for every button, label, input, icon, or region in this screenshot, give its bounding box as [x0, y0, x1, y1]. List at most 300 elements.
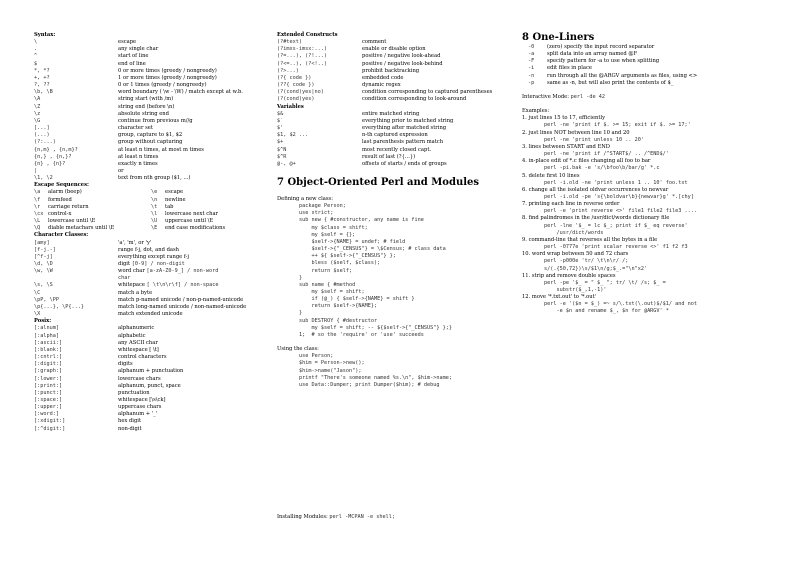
example-title: 1. just lines 15 to 17, efficiently [522, 115, 606, 122]
charclass-key: \s, \S [34, 282, 53, 289]
syntax-desc: at least n times [118, 153, 159, 160]
define-code-line: my $class = shift; [299, 224, 368, 231]
charclass-key: \d, \D [34, 261, 53, 267]
posix-key: [:lower:] [34, 375, 63, 382]
syntax-desc: escape [118, 39, 137, 46]
posix-desc: digits [118, 361, 133, 368]
extended-desc: condition corresponding to captured parentheses [362, 89, 493, 96]
example-code: perl -ne 'print if /^START$/ .. /^END$/' [544, 151, 669, 158]
variable-desc: most recently closed capt. [362, 146, 432, 153]
using-class-label: Using the class: [277, 346, 319, 353]
syntax-desc: word boundary ( \w - \W) / match except at w.b. [118, 89, 243, 96]
charclass-desc: range f-j, dot, and dash [118, 246, 179, 253]
posix-key: [:ascii:] [34, 339, 63, 346]
flag-key: -F [528, 58, 535, 65]
escape-key: \cx [34, 210, 44, 217]
extended-row [277, 61, 515, 68]
extended-key: (?>...) [277, 67, 299, 74]
examples-list [522, 115, 784, 315]
variable-key: $& [277, 110, 284, 117]
escape-key: \t [151, 203, 158, 210]
posix-desc: control characters [118, 354, 167, 361]
flag-desc: specify pattern for -a to use when splitting [547, 58, 660, 65]
example-code: substr($_,1,-1)' [544, 287, 607, 293]
escape-desc: lowercase until \E [48, 218, 96, 225]
charclass-desc [118, 261, 185, 268]
extended-desc: prohibit backtracking [362, 67, 420, 74]
define-code-line: $self->{"_CENSUS"} = \$Census; # class data [299, 246, 446, 253]
flag-desc: edit files in place [547, 65, 592, 72]
syntax-table [34, 39, 270, 182]
escape-row [34, 189, 270, 196]
extended-desc: enable or disable option [362, 46, 426, 53]
extended-key: (?=...), (?!...) [277, 53, 327, 60]
syntax-key: \A [34, 96, 41, 103]
define-code-line: if (@_) { $self->{NAME} = shift } [299, 296, 415, 303]
escape-desc: formfeed [48, 196, 72, 203]
using-code-line: use Person; [299, 353, 334, 360]
syntax-row [34, 118, 270, 125]
posix-row [34, 426, 270, 433]
example-code: perl -p000e 'tr/ \t\n\r/ /; [544, 258, 629, 265]
flag-row [522, 58, 784, 65]
posix-key: [:alnum] [34, 325, 59, 332]
define-code-line: ++ ${ $self->{"_CENSUS"} }; [299, 253, 396, 260]
escape-desc: uppercase until \E [165, 218, 214, 225]
variable-row [277, 139, 515, 146]
posix-desc: punctuation [118, 389, 150, 396]
syntax-desc: continue from previous m//g [118, 117, 193, 124]
syntax-desc: string end (before \n) [118, 103, 175, 110]
posix-desc: whitespace [ \t] [118, 346, 159, 353]
variable-row [277, 132, 515, 139]
variable-row [277, 118, 515, 125]
interactive-mode-label: Interactive Mode: [522, 93, 569, 100]
charclass-desc-text: word char [118, 268, 147, 275]
extended-row [277, 75, 515, 82]
syntax-row [34, 68, 270, 75]
escape-key: \n [151, 196, 158, 203]
posix-row [34, 361, 270, 368]
extended-key: (?imxs-imsx:...) [277, 46, 327, 53]
syntax-desc: at least n times, at most m times [118, 146, 204, 153]
posix-row [34, 390, 270, 397]
escape-key: \l [151, 210, 158, 217]
charclass-key: \p{...}, \P{...} [34, 303, 84, 310]
escape-desc: end case modifications [165, 225, 226, 232]
charclasses-table [34, 240, 270, 319]
escape-row [34, 225, 270, 232]
variable-key: $^R [277, 153, 287, 160]
example-title: 2. just lines NOT between line 10 and 20 [522, 129, 630, 136]
extended-key: (?<=..), (?<!..) [277, 60, 327, 67]
flag-desc: same as -n, but will also print the contents of $_ [547, 79, 674, 86]
syntax-key: \ [34, 39, 38, 46]
variable-row [277, 147, 515, 154]
syntax-desc: or [118, 167, 124, 174]
variable-key: $^N [277, 146, 287, 153]
posix-key: [:cntrl:] [34, 354, 63, 361]
posix-key: [:graph:] [34, 368, 63, 375]
syntax-row [34, 61, 270, 68]
escape-heading: Escape Sequences: [34, 182, 89, 189]
example-code: perl -0777e 'print scalar reverse <>' f1 f2 f3 [544, 244, 688, 251]
syntax-key: ^ [34, 53, 38, 60]
extended-desc: embedded code [362, 74, 404, 81]
posix-key: [:punct:] [34, 389, 63, 396]
example-title: 10. word wrap between 50 and 72 chars [522, 251, 629, 258]
posix-key: [:^digit:] [34, 425, 66, 432]
posix-desc: any ASCII char [118, 339, 158, 346]
using-class-code [277, 353, 515, 389]
variable-desc: n-th captured expression [362, 132, 428, 139]
examples-heading: Examples: [522, 108, 550, 115]
define-class-label: Defining a new class: [277, 195, 333, 202]
define-class-code [277, 203, 515, 339]
define-code-line: my $self = shift; [299, 289, 365, 295]
posix-desc: alphanum, punct, space [118, 382, 181, 389]
define-code-line: my $self = shift; -- ${$self->{"_CENSUS"} };} [299, 324, 453, 331]
escape-key: \L [34, 218, 41, 225]
flag-row [522, 80, 784, 87]
using-code-line: use Data::Dumper; print Dumper($him); # debug [299, 381, 440, 388]
charclass-row [34, 275, 270, 282]
escape-key: \a [34, 189, 41, 196]
example-title: 6. change all the isolated oldvar occurrences to newvar [522, 186, 669, 193]
charclass-key: \X [34, 311, 41, 318]
syntax-key: +, +? [34, 74, 50, 81]
using-code-line: $him = Person->new(); [299, 360, 365, 367]
escape-key: \e [151, 189, 158, 196]
column-one-liners [522, 32, 784, 316]
extended-desc: positive / negative look-behind [362, 60, 443, 67]
extended-row [277, 89, 515, 96]
charclass-row [34, 261, 270, 268]
define-code-line: return $self->{NAME}; [299, 303, 378, 310]
syntax-desc: start of line [118, 53, 149, 60]
posix-row [34, 404, 270, 411]
syntax-row [34, 46, 270, 53]
flag-key: -i [528, 65, 535, 72]
syntax-key: {n} , {n}? [34, 160, 66, 167]
define-code-line: sub DESTROY { #destructor [299, 317, 378, 324]
escape-desc: diable metachars until \E [48, 225, 115, 232]
extended-desc: dynamic regex [362, 82, 401, 89]
syntax-row [34, 161, 270, 168]
example-title: 5. delete first 10 lines [522, 172, 580, 179]
charclass-desc-code: [ \t\n\r\f] / non-space [146, 282, 219, 289]
installing-modules-command: perl -MCPAN -e shell; [329, 514, 396, 520]
syntax-row [34, 125, 270, 132]
example-code: perl -i.old -ne 'print unless 1 .. 10' foo.txt [544, 179, 688, 186]
charclasses-heading: Character Classes: [34, 232, 89, 239]
example-code: perl -e 'print reverse <>' file1 file2 file3 .... [544, 208, 698, 215]
flag-row [522, 51, 784, 58]
escape-key: \Q [34, 225, 41, 232]
posix-desc: lowercase chars [118, 375, 161, 382]
posix-row [34, 354, 270, 361]
variable-key: $1, $2 ... [277, 132, 309, 139]
define-code-line: } [299, 274, 303, 281]
oop-heading: 7 Object-Oriented Perl and Modules [277, 176, 480, 188]
syntax-row [34, 53, 270, 60]
syntax-heading: Syntax: [34, 32, 56, 38]
posix-row [34, 325, 270, 332]
escape-desc: alarm (beep) [48, 189, 82, 196]
syntax-key: \z [34, 110, 41, 117]
define-code-line: bless ($self, $class); [299, 260, 381, 267]
extended-desc: comment [362, 39, 387, 46]
posix-desc: uppercase chars [118, 404, 162, 411]
posix-heading: Posix: [34, 318, 52, 325]
example-code: perl -ne 'print unless 10 .. 20' [544, 136, 644, 143]
escape-key: \r [34, 203, 41, 210]
charclass-row [34, 282, 270, 289]
charclass-desc: match a byte [118, 289, 153, 296]
charclass-desc-code: [a-zA-Z0-9_] / non-word [146, 268, 219, 275]
posix-desc: non-digit [118, 425, 142, 432]
syntax-desc: group without capturing [118, 139, 183, 146]
variables-table [277, 111, 515, 168]
posix-desc: alphanumeric [118, 325, 155, 332]
escape-desc: lowercase next char [165, 210, 219, 217]
syntax-row [34, 154, 270, 161]
variable-key: $` [277, 117, 284, 124]
charclass-key: \pP, \PP [34, 296, 59, 303]
charclass-desc: match long-named unicode / non-named-unicode [118, 303, 247, 310]
posix-table [34, 325, 270, 432]
using-code-line: printf "There's someone named %s.\n", $him->name; [299, 374, 453, 381]
flag-row [522, 65, 784, 72]
extended-row [277, 96, 515, 103]
posix-row [34, 418, 270, 425]
posix-key: [:digit:] [34, 361, 63, 368]
example-title: 12. move '*.txt.out' to '*.out' [522, 294, 597, 301]
flag-desc: run through all the @ARGV arguments as files, using <> [547, 72, 698, 79]
syntax-desc: 0 or more times (greedy / nongreedy) [118, 67, 217, 74]
syntax-row [34, 175, 270, 182]
syntax-desc: any single char [118, 46, 159, 53]
flag-row [522, 73, 784, 80]
syntax-key: (...) [34, 132, 50, 139]
posix-key: [:word:] [34, 411, 59, 418]
syntax-desc: absolute string end [118, 110, 169, 117]
variable-key: $+ [277, 139, 284, 146]
syntax-key: {n,} , {n,}? [34, 153, 72, 160]
define-code-line: } [299, 310, 303, 317]
syntax-row [34, 139, 270, 146]
syntax-key: . [34, 46, 38, 53]
posix-row [34, 368, 270, 375]
syntax-key: $ [34, 60, 38, 67]
extended-row [277, 68, 515, 75]
syntax-row [34, 111, 270, 118]
escape-desc: control-x [48, 210, 72, 217]
variable-row [277, 154, 515, 161]
flag-key: -0 [528, 44, 535, 50]
escape-key: \f [34, 196, 41, 203]
escape-row [34, 211, 270, 218]
charclass-desc-code: [0-9] / non-digit [131, 261, 185, 267]
example-code: perl -lne '$_ = lc $_; print if $_ eq reverse' [544, 222, 688, 229]
syntax-desc: character set [118, 125, 153, 132]
syntax-key: *, *? [34, 67, 50, 74]
syntax-row [34, 147, 270, 154]
posix-row [34, 376, 270, 383]
escape-desc: newline [165, 196, 186, 203]
charclass-key: \w, \W [34, 268, 53, 275]
flag-key: -n [528, 72, 535, 79]
syntax-desc: text from nth group ($1, ...) [118, 175, 191, 182]
variable-desc: everything prior to matched string [362, 117, 454, 124]
syntax-key: \1, \2 [34, 175, 53, 182]
flags-table [522, 44, 784, 87]
column-extended-oop [277, 32, 515, 520]
define-code-line: sub new { #constructor, any name is fine [299, 217, 424, 224]
variables-heading: Variables [277, 103, 304, 110]
posix-desc: alphanum + '_' [118, 411, 158, 418]
extended-row [277, 39, 515, 46]
define-code-line: $self->{NAME} = undef; # field [299, 238, 406, 245]
example-title: 11. strip and remove double spaces [522, 272, 616, 279]
charclass-row [34, 240, 270, 247]
syntax-row [34, 39, 270, 46]
extended-row [277, 46, 515, 53]
syntax-key: {n,m} , {n,m}? [34, 146, 78, 153]
posix-row [34, 333, 270, 340]
example-code: perl -pe '$_ = " $_ "; tr/ \t/ /s; $_ = [544, 279, 666, 286]
charclass-key: [amy] [34, 239, 50, 246]
extended-key: (?#text) [277, 39, 302, 46]
escape-desc: escape [165, 189, 184, 196]
syntax-key: \b, \B [34, 89, 53, 96]
syntax-row [34, 96, 270, 103]
escape-row [34, 197, 270, 204]
define-code-line: return $self; [299, 267, 353, 274]
example-title: 3. lines between START and END [522, 143, 610, 150]
charclass-desc: everything except range f-j [118, 253, 189, 260]
syntax-row [34, 132, 270, 139]
posix-desc: whitespace [\s\ck] [118, 396, 166, 403]
syntax-key: ?, ?? [34, 82, 50, 89]
charclass-desc [118, 275, 131, 282]
variable-desc: entire matched string [362, 110, 420, 117]
syntax-desc: 1 or more times (greedy / nongreedy) [118, 74, 217, 81]
extended-table [277, 39, 515, 103]
flag-desc: (zero) specify the input record separator [547, 44, 655, 50]
variable-desc: last parenthesis pattern match [362, 139, 444, 146]
variable-row [277, 125, 515, 132]
charclass-desc-code: char [118, 275, 131, 282]
syntax-desc: group, capture to $1, $2 [118, 132, 183, 139]
posix-row [34, 347, 270, 354]
posix-desc: alphabetic [118, 332, 146, 339]
charclass-row [34, 304, 270, 311]
define-code-line: package Person; [299, 203, 346, 210]
flag-desc: split data into an array named @F [547, 51, 638, 58]
flag-key: -a [528, 51, 535, 58]
charclass-desc-text: digit [118, 261, 132, 267]
syntax-key: (?:...) [34, 139, 56, 146]
example-code: /usr/dict/words [544, 229, 604, 236]
posix-key: [:upper:] [34, 404, 63, 411]
define-code-line: sub name { #method [299, 281, 356, 288]
example-title: 4. in-place edit of *.c files changing all foo to bar [522, 158, 651, 165]
variable-desc: result of last (?{...}) [362, 153, 416, 160]
escape-desc: tab [165, 203, 174, 210]
define-code-line: use strict; [299, 210, 334, 217]
posix-key: [:print:] [34, 382, 63, 389]
charclass-key [34, 275, 118, 282]
syntax-desc: exactly n times [118, 160, 158, 167]
installing-modules [277, 514, 395, 521]
posix-key: [:space:] [34, 396, 63, 403]
syntax-desc: 0 or 1 times (greedy / nongreedy) [118, 82, 207, 89]
posix-key: [:xdigit:] [34, 418, 66, 425]
posix-key: [:alpha] [34, 332, 59, 339]
oneliners-heading: 8 One-Liners [522, 32, 595, 43]
example-code: perl -i.old -pe 's{\boldvar\b}{newvar}g' *.[chy] [544, 193, 694, 200]
variable-desc: everything after matched string [362, 125, 447, 132]
define-code-line: my $self = {}; [299, 231, 356, 238]
example-title: 8. find palindromes in the /usr/dict/words dictionary file [522, 215, 670, 222]
syntax-key: \Z [34, 103, 41, 110]
extended-row [277, 53, 515, 60]
example-code: -e $n and rename $_, $n for @ARGV' * [544, 308, 669, 315]
variable-desc: offsets of starts / ends of groups [362, 160, 447, 167]
syntax-desc: string start (with /m) [118, 96, 174, 103]
extended-heading: Extended Constructs [277, 32, 338, 38]
posix-key: [:blank:] [34, 346, 63, 353]
define-code-line: 1; # so the 'require' or 'use' succeeds [299, 331, 424, 338]
syntax-key: \G [34, 117, 41, 124]
variable-key: @-, @+ [277, 160, 296, 167]
extended-key: (??{ code }) [277, 82, 315, 89]
charclass-row [34, 297, 270, 304]
interactive-mode [522, 94, 784, 101]
example-code: perl -pi.bak -e 's/\bfoo\b/bar/g' *.c [544, 165, 660, 172]
extended-key: (?(cond)yes|no) [277, 89, 324, 96]
extended-row [277, 82, 515, 89]
posix-desc: alphanum + punctuation [118, 368, 184, 375]
extended-desc: condition corresponding to look-around [362, 96, 467, 103]
extended-key: (?{ code }) [277, 74, 312, 81]
charclass-key: [^f-j] [34, 253, 53, 260]
charclass-key: \C [34, 289, 41, 296]
posix-row [34, 383, 270, 390]
charclass-row [34, 268, 270, 275]
example-code: perl -e '($n = $_) =~ s/\.txt(\.out)$/$1/ and not [544, 301, 698, 308]
using-code-line: $him->name("Jason"); [299, 367, 362, 374]
example-title: 9. command-line that reverses all the bytes in a file [522, 236, 658, 243]
escape-row [34, 204, 270, 211]
charclass-row [34, 254, 270, 261]
charclass-desc [118, 268, 218, 275]
example-code: perl -ne 'print if $. >= 15; exit if $. >= 17;' [544, 122, 691, 129]
flag-key: -p [528, 79, 535, 86]
charclass-desc: match extended unicode [118, 311, 183, 318]
syntax-row [34, 104, 270, 111]
charclass-row [34, 290, 270, 297]
example-code: s/(.{50,72})\s/$1\n/g;$_.="\n"x2' [544, 265, 648, 272]
charclass-desc: match p-named unicode / non-p-named-unicode [118, 296, 244, 303]
charclass-desc-text: whitepace [118, 282, 147, 289]
escape-row [34, 218, 270, 225]
escape-key: \E [151, 225, 158, 232]
extended-desc: positive / negative look-ahead [362, 53, 441, 60]
posix-row [34, 340, 270, 347]
charclass-desc: 'a', 'm', or 'y' [118, 239, 152, 246]
